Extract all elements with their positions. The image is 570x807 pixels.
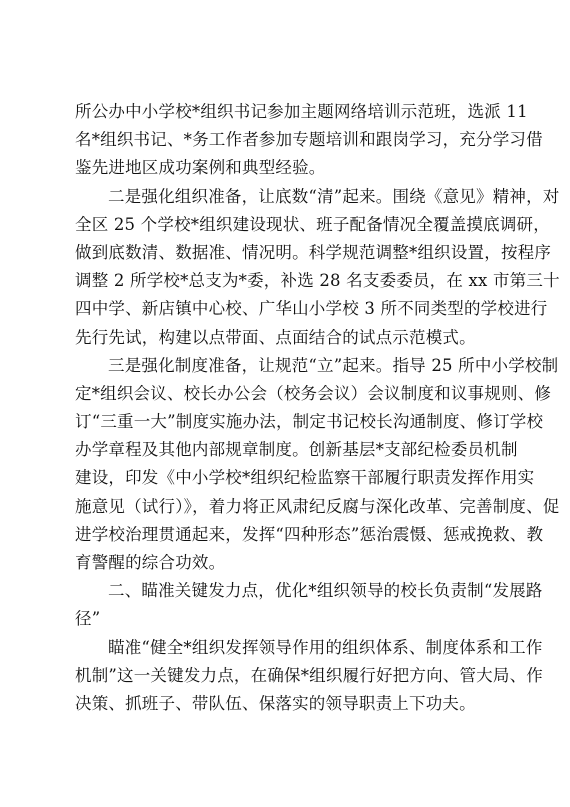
text-line: 育警醒的综合功效。: [75, 553, 226, 572]
text-line: 建设，印发《中小学校*组织纪检监察干部履行职责发挥作用实: [75, 468, 535, 488]
text-line: 机制”这一关键发力点，在确保*组织履行好把方向、管大局、作: [75, 665, 543, 685]
paragraph-continued: [75, 98, 543, 183]
text-line: 所公办中小学校*组织书记参加主题网络培训示范班，选派 11: [75, 102, 528, 121]
text-line: 瞄准“健全*组织发挥领导作用的组织体系、制度体系和工作: [108, 637, 543, 657]
heading-line: 径”: [75, 609, 101, 629]
paragraph-system-preparation: [75, 352, 560, 578]
document-body: [75, 98, 560, 718]
text-line: 订“三重一大”制度实施办法，制定书记校长沟通制度、修订学校: [75, 412, 544, 432]
text-line: 调整 2 所学校*总支为*委，补选 28 名支委委员，在 xx 市第三十: [75, 271, 560, 291]
text-line: 名*组织书记、*务工作者参加专题培训和跟岗学习，充分学习借: [75, 130, 543, 150]
text-line: 进学校治理贯通起来，发挥“四种形态”惩治震慑、惩戒挽救、教: [75, 524, 544, 544]
text-line: 办学章程及其他内部规章制度。创新基层*支部纪检委员机制: [75, 440, 518, 460]
heading-line: 二、瞄准关键发力点，优化*组织领导的校长负责制“发展路: [108, 581, 543, 601]
text-line: 二是强化组织准备，让底数“清”起来。围绕《意见》精神，对: [108, 186, 560, 206]
text-line: 四中学、新店镇中心校、广华山小学校 3 所不同类型的学校进行: [75, 299, 548, 319]
text-line: 定*组织会议、校长办公会（校务会议）会议制度和议事规则、修: [75, 383, 552, 403]
text-line: 施意见（试行）》，着力将正风肃纪反腐与深化改革、完善制度、促: [75, 496, 560, 516]
text-line: 先行先试，构建以点带面、点面结合的试点示范模式。: [75, 327, 476, 347]
text-line: 决策、抓班子、带队伍、保落实的领导职责上下功夫。: [75, 693, 476, 713]
paragraph-key-point: [75, 634, 543, 719]
text-line: 全区 25 个学校*组织建设现状、班子配备情况全覆盖摸底调研，: [75, 214, 550, 234]
section-heading: [75, 577, 543, 633]
text-line: 做到底数清、数据准、情况明。科学规范调整*组织设置，按程序: [75, 242, 552, 262]
text-line: 三是强化制度准备，让规范“立”起来。指导 25 所中小学校制: [108, 355, 559, 375]
text-line: 鉴先进地区成功案例和典型经验。: [75, 158, 326, 178]
paragraph-organization-preparation: [75, 183, 560, 352]
